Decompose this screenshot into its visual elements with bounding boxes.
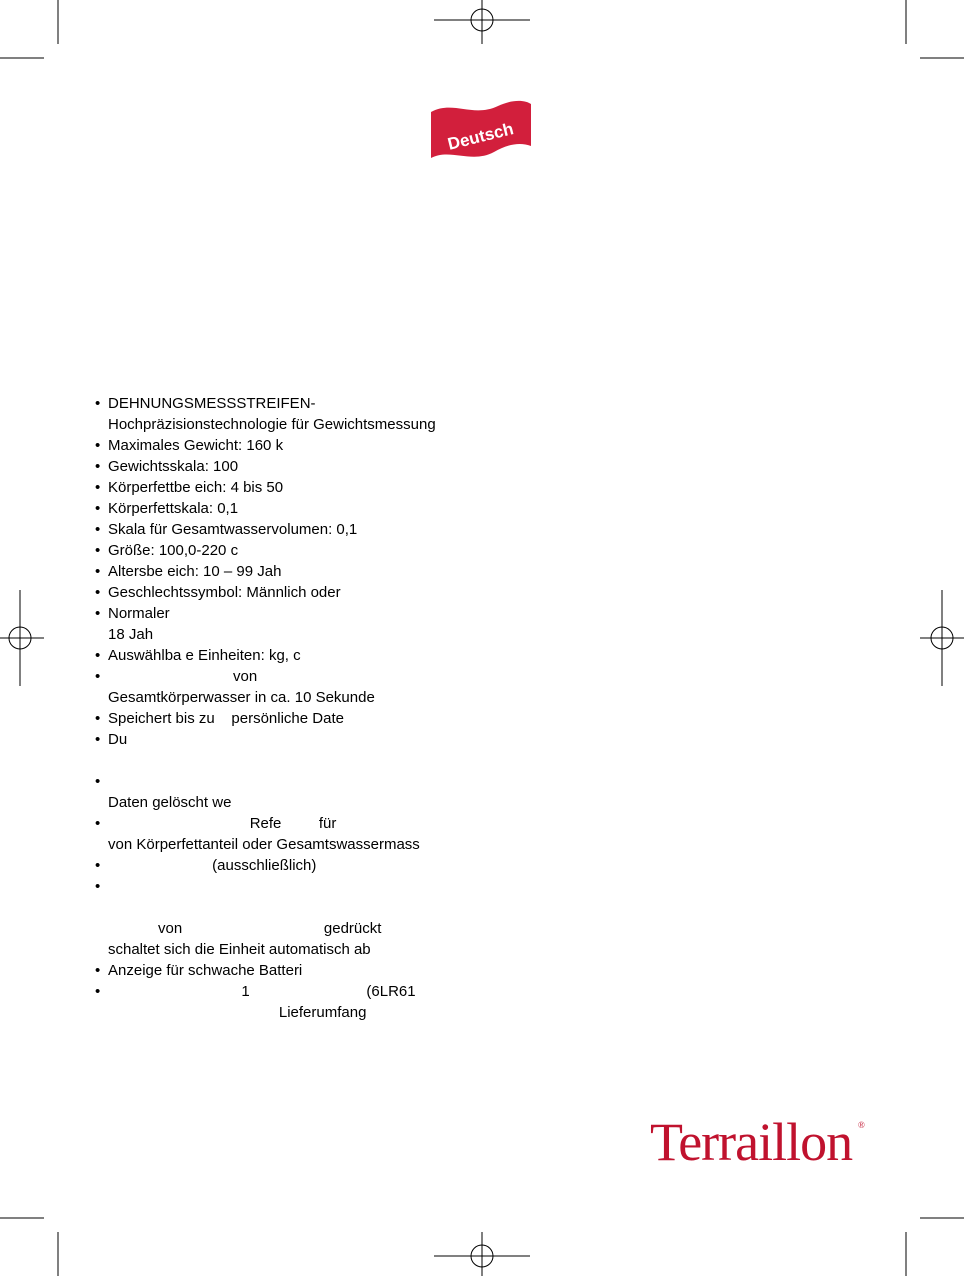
bullet-icon: • [95, 521, 101, 538]
bullet-icon: • [95, 773, 101, 790]
feature-line: von gedrückt [108, 920, 382, 937]
feature-line: Normaler [108, 605, 170, 622]
feature-line: Auswählba e Einheiten: kg, c [108, 647, 301, 664]
feature-line: Speichert bis zu persönliche Date [108, 710, 344, 727]
bullet-icon: • [95, 815, 101, 832]
language-badge-label: Deutsch [445, 119, 516, 154]
bullet-icon: • [95, 500, 101, 517]
feature-line: Daten gelöscht we [108, 794, 232, 811]
bullet-icon: • [95, 710, 101, 727]
bullet-icon: • [95, 458, 101, 475]
feature-line: Größe: 100,0-220 c [108, 542, 239, 559]
bullet-icon: • [95, 437, 101, 454]
feature-line: schaltet sich die Einheit automatisch ab [108, 941, 371, 958]
bullet-icon: • [95, 479, 101, 496]
bullet-icon: • [95, 647, 101, 664]
brand-logo [650, 1112, 870, 1172]
bullet-icon: • [95, 542, 101, 559]
feature-line: Maximales Gewicht: 160 k [108, 437, 284, 454]
bullet-icon: • [95, 878, 101, 895]
feature-line: Anzeige für schwache Batteri [108, 962, 303, 979]
bullet-icon: • [95, 584, 101, 601]
bullet-icon: • [95, 983, 101, 1000]
feature-line: 18 Jah [108, 626, 154, 643]
bullet-icon: • [95, 962, 101, 979]
feature-line: DEHNUNGSMESSSTREIFEN- [108, 395, 316, 412]
bullet-icon: • [95, 563, 101, 580]
feature-line: Körperfettskala: 0,1 [108, 500, 239, 517]
bullet-icon: • [95, 731, 101, 748]
feature-line: Lieferumfang [108, 1004, 367, 1021]
feature-line: Hochpräzisionstechnologie für Gewichtsmessung [108, 416, 436, 433]
feature-line: Refe für [108, 815, 337, 832]
feature-line: 1 (6LR61 [108, 983, 416, 1000]
feature-line: (ausschließlich) [108, 857, 317, 874]
bullet-icon: • [95, 395, 101, 412]
feature-line: Gewichtsskala: 100 [108, 458, 239, 475]
feature-line: Geschlechtssymbol: Männlich oder [108, 584, 341, 601]
feature-line: von Körperfettanteil oder Gesamtswassermass [108, 836, 420, 853]
bullet-icon: • [95, 668, 101, 685]
feature-line: Skala für Gesamtwasservolumen: 0,1 [108, 521, 358, 538]
feature-line: Du [108, 731, 128, 748]
feature-line: Gesamtkörperwasser in ca. 10 Sekunde [108, 689, 375, 706]
registered-mark: ® [858, 1120, 865, 1130]
feature-line: Altersbe eich: 10 – 99 Jah [108, 563, 282, 580]
feature-line: von [108, 668, 258, 685]
bullet-icon: • [95, 605, 101, 622]
feature-line: Körperfettbe eich: 4 bis 50 [108, 479, 284, 496]
bullet-icon: • [95, 857, 101, 874]
brand-name: Terraillon [650, 1112, 853, 1172]
